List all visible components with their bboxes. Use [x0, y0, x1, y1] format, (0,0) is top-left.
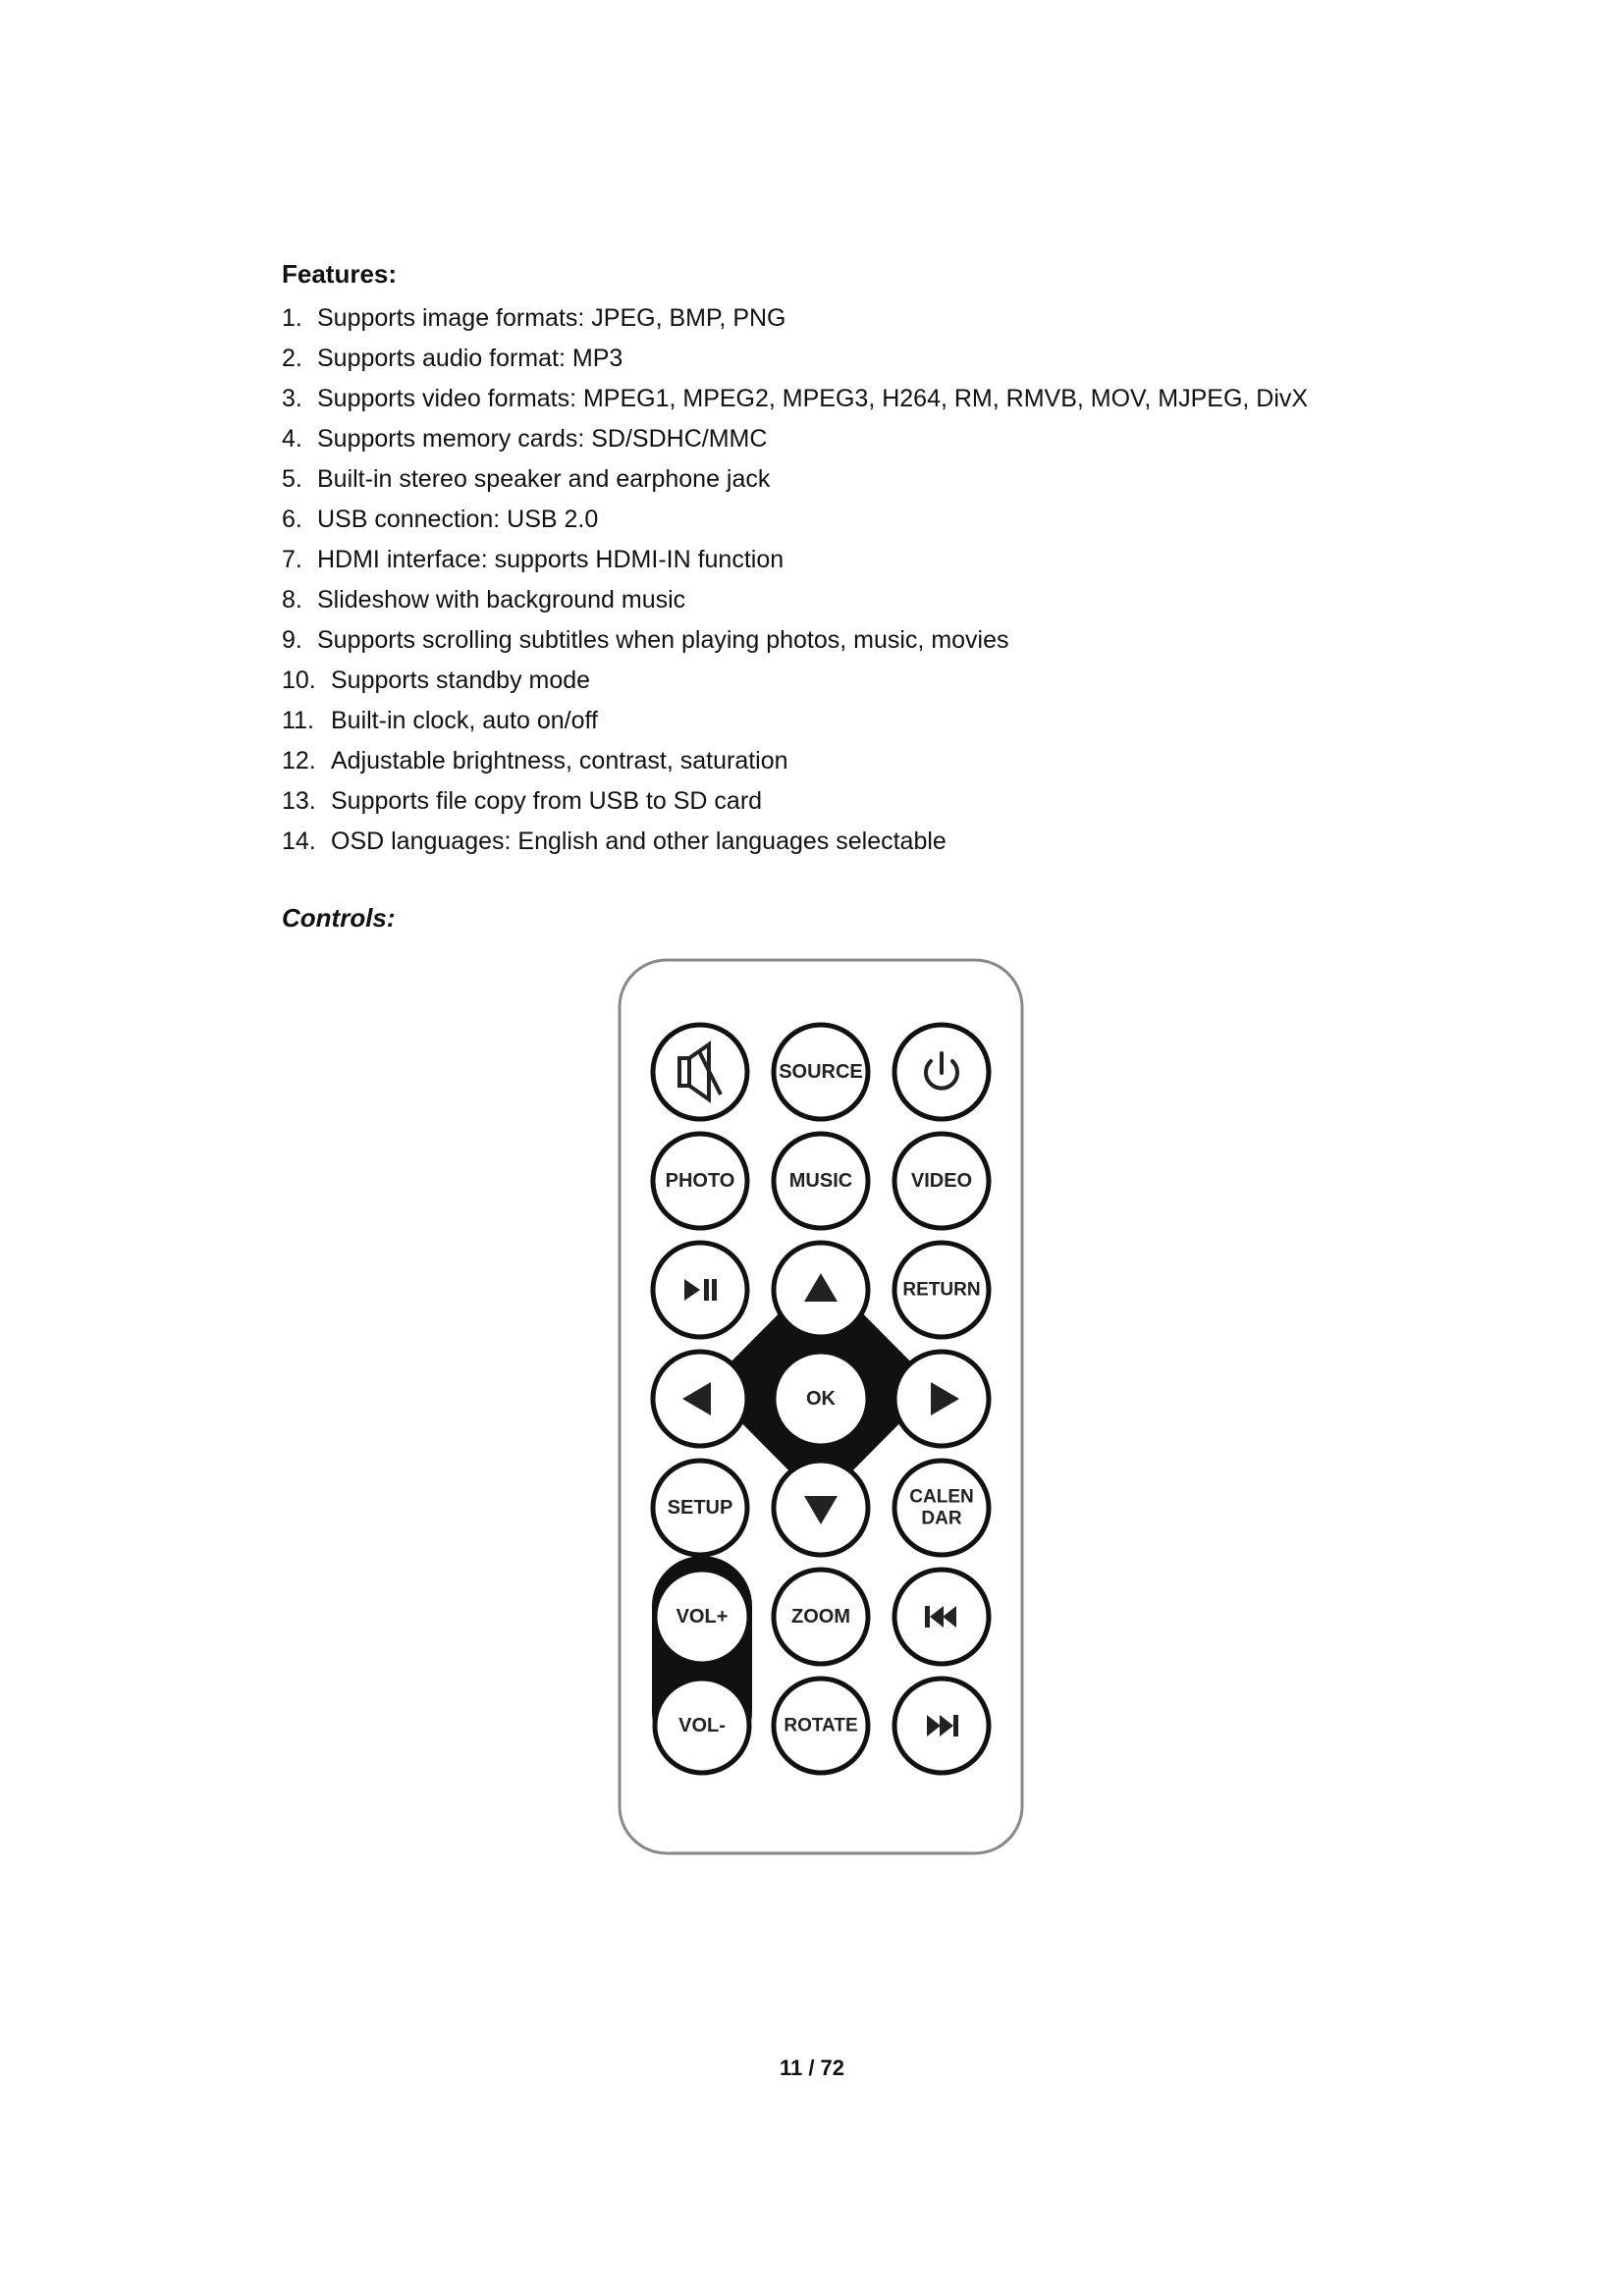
features-heading: Features: — [282, 259, 398, 289]
item-text: Supports image formats: JPEG, BMP, PNG — [317, 304, 786, 332]
item-text: Supports scrolling subtitles when playing photos, music, movies — [317, 626, 1009, 654]
volume-up-label: VOL+ — [676, 1606, 729, 1628]
return-button[interactable] — [894, 1243, 989, 1337]
list-item — [282, 620, 1308, 661]
page-number: 11 / 72 — [779, 2056, 845, 2080]
next-button[interactable] — [894, 1679, 989, 1773]
list-item — [282, 781, 1308, 822]
item-number: 3. — [282, 385, 302, 412]
item-number: 6. — [282, 506, 302, 533]
item-number: 7. — [282, 546, 302, 573]
list-item — [282, 822, 1308, 862]
music-button[interactable] — [774, 1134, 868, 1228]
rotate-label: ROTATE — [784, 1715, 858, 1736]
item-text: USB connection: USB 2.0 — [317, 506, 599, 533]
item-number: 4. — [282, 425, 302, 453]
previous-button[interactable] — [894, 1570, 989, 1664]
calendar-label-line1: CALEN — [909, 1486, 974, 1508]
item-text: Supports memory cards: SD/SDHC/MMC — [317, 425, 768, 453]
item-number: 2. — [282, 345, 302, 372]
item-number: 8. — [282, 586, 302, 614]
item-text: Adjustable brightness, contrast, saturation — [331, 747, 788, 774]
list-item — [282, 701, 1308, 741]
return-label: RETURN — [902, 1279, 981, 1301]
item-number: 11. — [282, 707, 314, 734]
right-button[interactable] — [894, 1352, 989, 1446]
list-item — [282, 580, 1308, 620]
photo-button[interactable] — [653, 1134, 747, 1228]
setup-button[interactable] — [653, 1461, 747, 1555]
list-item — [282, 741, 1308, 781]
list-item — [282, 339, 1308, 379]
item-text: Supports video formats: MPEG1, MPEG2, MPEG3, H264, RM, RMVB, MOV, MJPEG, DivX — [317, 385, 1309, 412]
volume-down-button[interactable] — [655, 1679, 749, 1773]
ok-label: OK — [806, 1388, 836, 1410]
list-item — [282, 661, 1308, 701]
feature-list — [282, 298, 1308, 862]
item-number: 14. — [282, 828, 316, 855]
video-button[interactable] — [894, 1134, 989, 1228]
list-item — [282, 379, 1308, 419]
setup-label: SETUP — [667, 1497, 733, 1519]
calendar-button[interactable] — [894, 1461, 989, 1555]
mute-button[interactable] — [653, 1025, 747, 1119]
zoom-label: ZOOM — [791, 1606, 850, 1628]
power-button[interactable] — [894, 1025, 989, 1119]
item-number: 12. — [282, 747, 316, 774]
item-number: 5. — [282, 465, 302, 493]
item-text: Built-in clock, auto on/off — [331, 707, 598, 734]
ok-button[interactable] — [774, 1352, 868, 1446]
list-item — [282, 459, 1308, 500]
item-number: 13. — [282, 787, 316, 815]
photo-label: PHOTO — [665, 1170, 735, 1192]
source-label: SOURCE — [779, 1061, 863, 1083]
video-label: VIDEO — [910, 1170, 973, 1192]
item-text: Built-in stereo speaker and earphone jack — [317, 465, 771, 493]
item-text: OSD languages: English and other languages selectable — [331, 828, 947, 855]
volume-up-button[interactable] — [655, 1570, 749, 1664]
volume-down-label: VOL- — [678, 1715, 726, 1736]
left-button[interactable] — [653, 1352, 747, 1446]
music-label: MUSIC — [788, 1170, 853, 1192]
controls-heading: Controls: — [282, 903, 396, 933]
up-button[interactable] — [774, 1243, 868, 1337]
item-text: Supports standby mode — [331, 667, 591, 694]
item-number: 10. — [282, 667, 316, 694]
item-text: Supports file copy from USB to SD card — [331, 787, 763, 815]
down-button[interactable] — [774, 1461, 868, 1555]
calendar-label-line2: DAR — [921, 1508, 962, 1529]
item-number: 1. — [282, 304, 302, 332]
remote-control-svg — [617, 957, 1025, 1856]
remote-control-illustration — [617, 957, 1025, 1856]
item-number: 9. — [282, 626, 302, 654]
source-button[interactable] — [774, 1025, 868, 1119]
list-item — [282, 419, 1308, 459]
rotate-button[interactable] — [774, 1679, 868, 1773]
item-text: Slideshow with background music — [317, 586, 686, 614]
item-text: HDMI interface: supports HDMI-IN function — [317, 546, 785, 573]
play-pause-button[interactable] — [653, 1243, 747, 1337]
list-item — [282, 540, 1308, 580]
item-text: Supports audio format: MP3 — [317, 345, 623, 372]
list-item — [282, 500, 1308, 540]
zoom-button[interactable] — [774, 1570, 868, 1664]
list-item — [282, 298, 1308, 339]
